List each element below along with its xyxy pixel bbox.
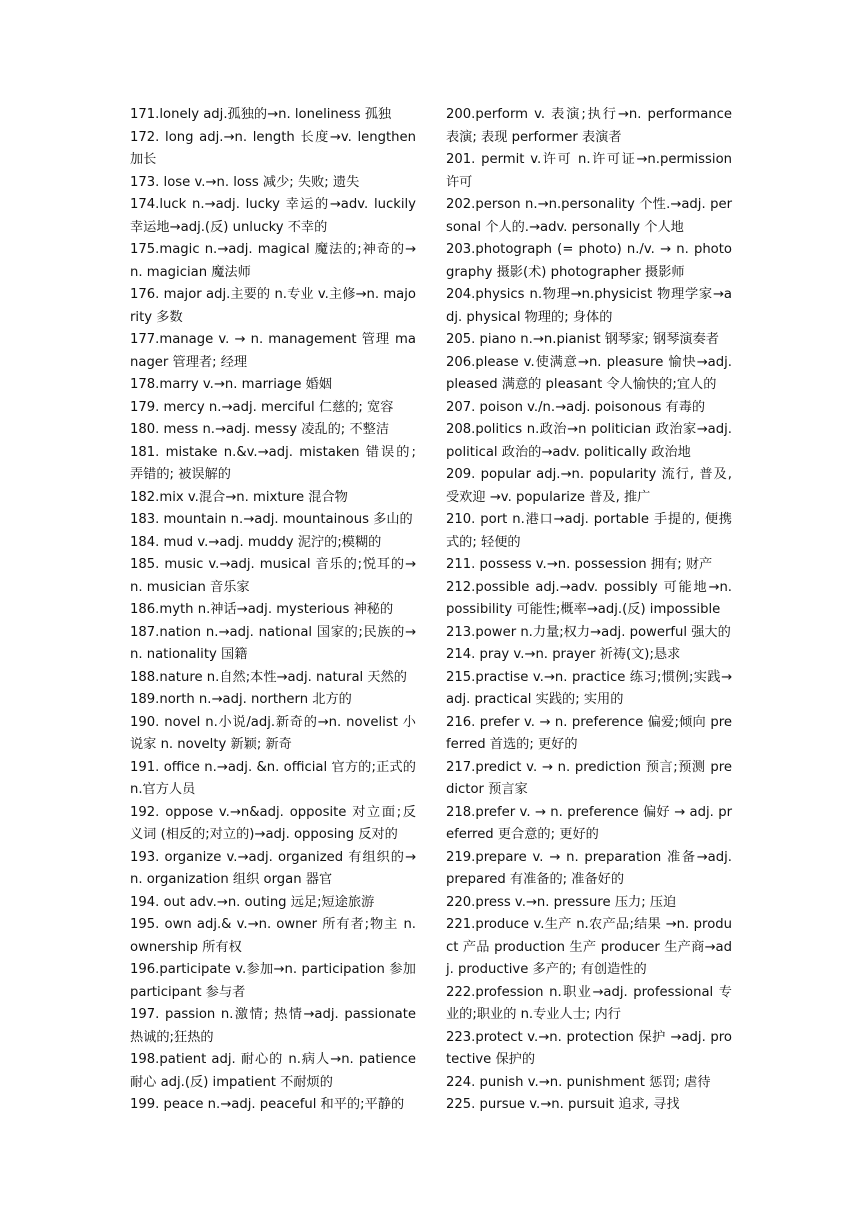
vocab-entry: 220.press v.→n. pressure 压力; 压迫 xyxy=(446,894,677,910)
vocab-entry: 201. permit v.许可 n.许可证→n.permission 许可 xyxy=(446,152,732,190)
vocab-entry: 176. major adj.主要的 n.专业 v.主修→n. majority 多数 xyxy=(130,287,416,325)
vocab-entry: 195. own adj.& v.→n. owner 所有者;物主 n. ownership 所有权 xyxy=(130,917,416,955)
vocab-entry: 180. mess n.→adj. messy 凌乱的; 不整洁 xyxy=(130,422,390,437)
vocab-entry: 173. lose v.→n. loss 减少; 失败; 遗失 xyxy=(130,174,360,190)
vocab-entry: 187.nation n.→adj. national 国家的;民族的→n. nationality 国籍 xyxy=(130,624,416,662)
right-column xyxy=(446,104,732,1117)
vocab-entry: 215.practise v.→n. practice 练习;惯例;实践→adj. practical 实践的; 实用的 xyxy=(446,669,732,707)
vocab-entry: 218.prefer v. → n. preference 偏好 → adj. preferred 更合意的; 更好的 xyxy=(446,804,732,842)
vocab-entry: 198.patient adj. 耐心的 n.病人→n. patience 耐心 adj.(反) impatient 不耐烦的 xyxy=(130,1052,416,1090)
vocab-entry: 190. novel n.小说/adj.新奇的→n. novelist 小说家 n. novelty 新颖; 新奇 xyxy=(130,714,416,752)
vocab-entry: 225. pursue v.→n. pursuit 追求, 寻找 xyxy=(446,1097,680,1112)
vocab-entry: 171.lonely adj.孤独的→n. loneliness 孤独 xyxy=(130,107,392,122)
vocab-entry: 216. prefer v. → n. preference 偏爱;倾向 preferred 首选的; 更好的 xyxy=(446,714,732,752)
vocab-entry: 194. out adv.→n. outing 远足;短途旅游 xyxy=(130,894,375,910)
vocab-entry: 189.north n.→adj. northern 北方的 xyxy=(130,692,352,707)
vocab-entry: 206.please v.使满意→n. pleasure 愉快→adj. pleased 满意的 pleasant 令人愉快的;宜人的 xyxy=(446,354,732,392)
vocab-entry: 174.luck n.→adj. lucky 幸运的→adv. luckily 幸运地→adj.(反) unlucky 不幸的 xyxy=(130,197,416,235)
vocab-entry: 209. popular adj.→n. popularity 流行, 普及, 受欢迎 →v. popularize 普及, 推广 xyxy=(446,467,732,505)
vocab-entry: 219.prepare v. → n. preparation 准备→adj. prepared 有准备的; 准备好的 xyxy=(446,849,732,887)
vocab-entry: 222.profession n.职业→adj. professional 专业的;职业的 n.专业人士; 内行 xyxy=(446,984,732,1022)
vocab-entry: 224. punish v.→n. punishment 惩罚; 虐待 xyxy=(446,1074,711,1090)
vocab-entry: 193. organize v.→adj. organized 有组织的→n. organization 组织 organ 器官 xyxy=(130,849,416,887)
vocab-entry: 184. mud v.→adj. muddy 泥泞的;模糊的 xyxy=(130,534,382,550)
vocab-entry: 204.physics n.物理→n.physicist 物理学家→adj. physical 物理的; 身体的 xyxy=(446,287,732,325)
vocab-entry: 182.mix v.混合→n. mixture 混合物 xyxy=(130,489,348,505)
vocab-entry: 214. pray v.→n. prayer 祈祷(文);恳求 xyxy=(446,647,681,662)
vocab-entry: 183. mountain n.→adj. mountainous 多山的 xyxy=(130,512,413,527)
vocab-entry: 185. music v.→adj. musical 音乐的;悦耳的→n. musician 音乐家 xyxy=(130,557,416,595)
vocab-entry: 210. port n.港口→adj. portable 手提的, 便携式的; 轻便的 xyxy=(446,512,732,550)
vocab-entry: 186.myth n.神话→adj. mysterious 神秘的 xyxy=(130,602,394,617)
vocab-entry: 217.predict v. → n. prediction 预言;预测 predictor 预言家 xyxy=(446,759,732,797)
vocab-entry: 179. mercy n.→adj. merciful 仁慈的; 宽容 xyxy=(130,399,394,415)
vocab-entry: 196.participate v.参加→n. participation 参加 participant 参与者 xyxy=(130,962,416,1000)
vocab-entry: 200.perform v. 表演;执行→n. performance 表演; 表现 performer 表演者 xyxy=(446,107,732,145)
vocab-entry: 212.possible adj.→adv. possibly 可能地→n. possibility 可能性;概率→adj.(反) impossible xyxy=(446,579,732,617)
vocab-entry: 199. peace n.→adj. peaceful 和平的;平静的 xyxy=(130,1097,405,1112)
vocab-entry: 181. mistake n.&v.→adj. mistaken 错误的; 弄错的; 被误解的 xyxy=(130,444,416,482)
vocab-entry: 191. office n.→adj. &n. official 官方的;正式的 n.官方人员 xyxy=(130,759,416,797)
vocab-entry: 208.politics n.政治→n politician 政治家→adj. political 政治的→adv. politically 政治地 xyxy=(446,422,732,460)
vocab-entry: 223.protect v.→n. protection 保护 →adj. protective 保护的 xyxy=(446,1029,732,1067)
vocab-entry: 205. piano n.→n.pianist 钢琴家; 钢琴演奏者 xyxy=(446,332,719,347)
left-column xyxy=(130,104,416,1117)
vocab-entry: 213.power n.力量;权力→adj. powerful 强大的 xyxy=(446,624,731,640)
vocab-entry: 188.nature n.自然;本性→adj. natural 天然的 xyxy=(130,669,407,685)
vocab-entry: 192. oppose v.→n&adj. opposite 对立面;反义词 (相反的;对立的)→adj. opposing 反对的 xyxy=(130,804,416,842)
vocab-entry: 203.photograph (= photo) n./v. → n. photography 摄影(术) photographer 摄影师 xyxy=(446,242,732,280)
vocab-entry: 175.magic n.→adj. magical 魔法的;神奇的→n. magician 魔法师 xyxy=(130,242,416,280)
vocab-entry: 197. passion n.激情; 热情→adj. passionate 热诚的;狂热的 xyxy=(130,1007,416,1045)
vocab-entry: 221.produce v.生产 n.农产品;结果 →n. product 产品 production 生产 producer 生产商→adj. productive 多产的; 有创造性的 xyxy=(446,917,732,977)
vocab-entry: 172. long adj.→n. length 长度→v. lengthen 加长 xyxy=(130,129,416,167)
vocab-entry: 202.person n.→n.personality 个性.→adj. personal 个人的.→adv. personally 个人地 xyxy=(446,197,732,235)
vocab-entry: 178.marry v.→n. marriage 婚姻 xyxy=(130,377,332,392)
vocab-entry: 177.manage v. → n. management 管理 manager 管理者; 经理 xyxy=(130,332,416,370)
vocab-entry: 207. poison v./n.→adj. poisonous 有毒的 xyxy=(446,399,706,415)
vocab-entry: 211. possess v.→n. possession 拥有; 财产 xyxy=(446,557,713,572)
